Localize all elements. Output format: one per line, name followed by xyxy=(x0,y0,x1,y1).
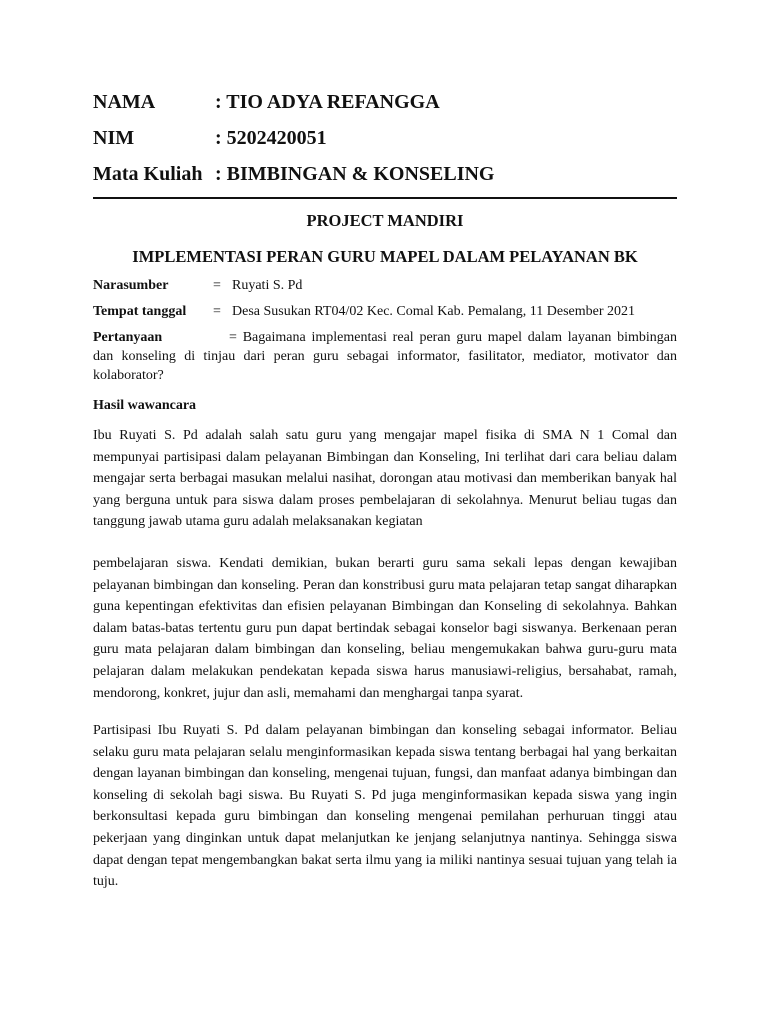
course-row xyxy=(93,156,494,192)
place-value: Desa Susukan RT04/02 Kec. Comal Kab. Pemalang, 11 Desember 2021 xyxy=(232,304,636,319)
student-info xyxy=(93,84,494,192)
source-row xyxy=(93,276,677,295)
document-title: PROJECT MANDIRI xyxy=(306,211,464,230)
nim-row xyxy=(93,120,494,156)
paragraph: pembelajaran siswa. Kendati demikian, bukan berarti guru sama sekali lepas dengan kewajiban pelayanan bimbingan dan konseling. Peran dan konstribusi guru mata pelajaran tetap sangat diharapkan guna kepentingan efektivitas dan efisien pelayanan Bimbingan dan Konseling di sekolahnya. Bahkan dalam batas-batas tertentu guru pun dapat bertindak sebagai konselor bagi siswanya. Berkenaan peran guru mata pelajaran dalam bimbingan dan konseling, beliau mengemukakan bahwa guru-guru mata pelajaran dalam melakukan pendekatan kepada siswa harus manusiawi-religius, bersahabat, ramah, mendorong, konkret, jujur dan asli, memahami dan menghargai tanpa syarat. xyxy=(93,556,677,701)
question-label: Pertanyaan xyxy=(93,330,163,345)
document-subtitle: IMPLEMENTASI PERAN GURU MAPEL DALAM PELAYANAN BK xyxy=(132,247,638,266)
course-value: : BIMBINGAN & KONSELING xyxy=(215,162,495,185)
name-value: : TIO ADYA REFANGGA xyxy=(215,90,440,113)
course-label: Mata Kuliah xyxy=(93,162,203,185)
separator: = xyxy=(213,304,221,319)
source-label: Narasumber xyxy=(93,278,169,293)
paragraph: Ibu Ruyati S. Pd adalah salah satu guru yang mengajar mapel fisika di SMA N 1 Comal dan mempunyai partisipasi dalam pelayanan Bimbingan dan Konseling, Ini terlihat dari cara beliau dalam mengajar serta berbagai masukan melalui nasihat, dorongan atau motivasi dan memberikan banyak hal yang berguna untuk para siswa dalam proses pembelajaran di sekolahnya. Menurut beliau tugas dan tanggung jawab utama guru adalah melaksanakan kegiatan xyxy=(93,428,677,530)
nim-label: NIM xyxy=(93,126,135,149)
place-label: Tempat tanggal xyxy=(93,304,187,319)
results-heading: Hasil wawancara xyxy=(93,398,197,413)
separator: = xyxy=(229,330,237,345)
name-label: NAMA xyxy=(93,90,156,113)
nim-value: : 5202420051 xyxy=(215,126,327,149)
separator: = xyxy=(213,278,221,293)
header-divider xyxy=(93,197,677,199)
question-row xyxy=(93,328,677,385)
question-value: Bagaimana implementasi real peran guru mapel dalam layanan bimbingan dan konseling di tinjau dari peran guru sebagai informator, fasilitator, mediator, motivator dan kolaborator? xyxy=(93,330,677,383)
name-row xyxy=(93,84,494,120)
place-row xyxy=(93,302,677,321)
source-value: Ruyati S. Pd xyxy=(232,278,303,293)
paragraph: Partisipasi Ibu Ruyati S. Pd dalam pelayanan bimbingan dan konseling sebagai informator. Beliau selaku guru mata pelajaran selalu menginformasikan kepada siswa tentang berbagai hal yang berkaitan dengan layanan bimbingan dan konseling, mengenai tujuan, fungsi, dan manfaat adanya bimbingan dan konseling di sekolah bagi siswa. Bu Ruyati S. Pd juga menginformasikan kepada siswa yang ingin berkonsultasi kepada guru bimbingan dan konseling mengenai pemilahan perhuruan tinggi atau pekerjaan yang dinginkan untuk dapat melanjutkan ke jenjang selanjutnya nantinya. Sehingga siswa dapat dengan tepat mengembangkan bakat serta ilmu yang ia miliki nantinya sesuai tujuan yang telah ia tuju. xyxy=(93,723,677,890)
